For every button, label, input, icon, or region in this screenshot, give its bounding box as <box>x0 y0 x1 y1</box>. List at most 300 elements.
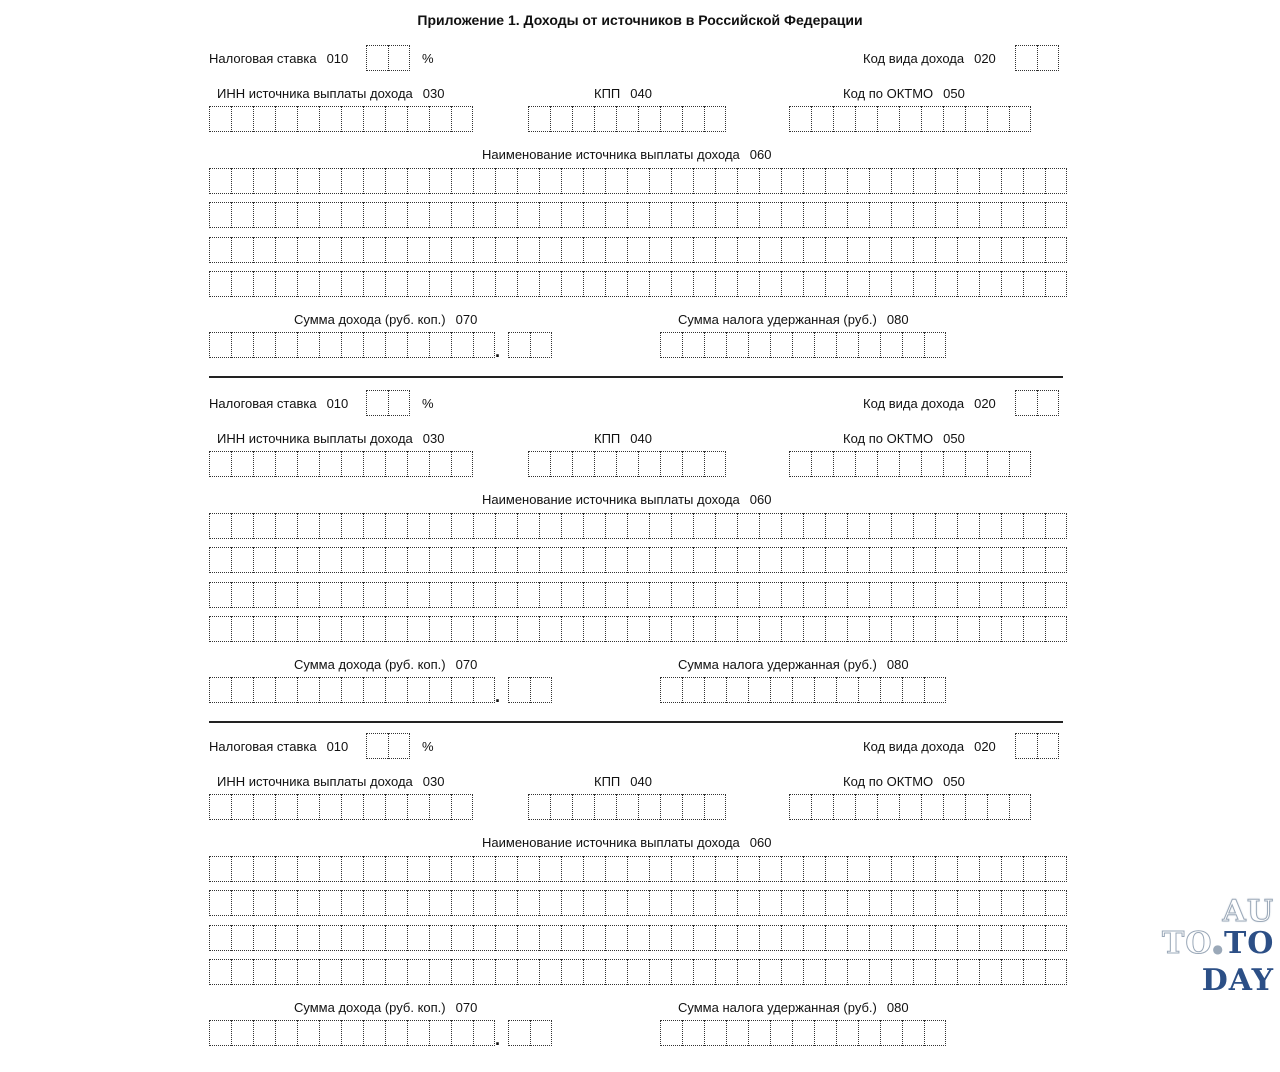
input-cell[interactable] <box>341 451 363 477</box>
input-cell[interactable] <box>605 582 627 608</box>
input-cell[interactable] <box>451 616 473 642</box>
input-cell[interactable] <box>935 925 957 951</box>
kpp-input[interactable] <box>528 106 726 132</box>
input-cell[interactable] <box>803 271 825 297</box>
input-cell[interactable] <box>803 959 825 985</box>
input-cell[interactable] <box>737 168 759 194</box>
input-cell[interactable] <box>627 168 649 194</box>
input-cell[interactable] <box>209 794 231 820</box>
input-cell[interactable] <box>231 106 253 132</box>
source-name-row-2[interactable] <box>209 202 1067 228</box>
input-cell[interactable] <box>877 794 899 820</box>
input-cell[interactable] <box>759 856 781 882</box>
income-sum-rubles-input[interactable] <box>209 677 495 703</box>
input-cell[interactable] <box>495 547 517 573</box>
input-cell[interactable] <box>880 332 902 358</box>
input-cell[interactable] <box>891 616 913 642</box>
input-cell[interactable] <box>561 582 583 608</box>
input-cell[interactable] <box>539 925 561 951</box>
input-cell[interactable] <box>781 582 803 608</box>
input-cell[interactable] <box>1045 237 1067 263</box>
input-cell[interactable] <box>1045 582 1067 608</box>
input-cell[interactable] <box>530 332 552 358</box>
input-cell[interactable] <box>495 237 517 263</box>
input-cell[interactable] <box>583 616 605 642</box>
input-cell[interactable] <box>572 451 594 477</box>
input-cell[interactable] <box>583 582 605 608</box>
input-cell[interactable] <box>407 794 429 820</box>
input-cell[interactable] <box>231 616 253 642</box>
input-cell[interactable] <box>363 451 385 477</box>
input-cell[interactable] <box>682 451 704 477</box>
input-cell[interactable] <box>693 513 715 539</box>
input-cell[interactable] <box>649 547 671 573</box>
input-cell[interactable] <box>704 106 726 132</box>
input-cell[interactable] <box>1023 168 1045 194</box>
tax-rate-input[interactable] <box>366 733 410 759</box>
input-cell[interactable] <box>451 332 473 358</box>
input-cell[interactable] <box>594 451 616 477</box>
input-cell[interactable] <box>495 856 517 882</box>
input-cell[interactable] <box>253 677 275 703</box>
input-cell[interactable] <box>231 271 253 297</box>
input-cell[interactable] <box>803 582 825 608</box>
input-cell[interactable] <box>726 332 748 358</box>
input-cell[interactable] <box>847 582 869 608</box>
input-cell[interactable] <box>825 959 847 985</box>
input-cell[interactable] <box>1045 959 1067 985</box>
input-cell[interactable] <box>759 959 781 985</box>
input-cell[interactable] <box>561 925 583 951</box>
input-cell[interactable] <box>737 925 759 951</box>
input-cell[interactable] <box>781 616 803 642</box>
input-cell[interactable] <box>737 890 759 916</box>
input-cell[interactable] <box>297 202 319 228</box>
input-cell[interactable] <box>341 271 363 297</box>
input-cell[interactable] <box>847 168 869 194</box>
input-cell[interactable] <box>209 168 231 194</box>
inn-input[interactable] <box>209 106 473 132</box>
input-cell[interactable] <box>649 271 671 297</box>
input-cell[interactable] <box>231 1020 253 1046</box>
input-cell[interactable] <box>508 677 530 703</box>
input-cell[interactable] <box>671 513 693 539</box>
input-cell[interactable] <box>275 582 297 608</box>
input-cell[interactable] <box>517 547 539 573</box>
input-cell[interactable] <box>297 168 319 194</box>
input-cell[interactable] <box>407 106 429 132</box>
input-cell[interactable] <box>319 794 341 820</box>
input-cell[interactable] <box>979 168 1001 194</box>
input-cell[interactable] <box>638 794 660 820</box>
input-cell[interactable] <box>847 547 869 573</box>
input-cell[interactable] <box>366 390 388 416</box>
input-cell[interactable] <box>1001 237 1023 263</box>
input-cell[interactable] <box>825 616 847 642</box>
input-cell[interactable] <box>811 451 833 477</box>
input-cell[interactable] <box>451 677 473 703</box>
source-name-row-3[interactable] <box>209 582 1067 608</box>
input-cell[interactable] <box>583 856 605 882</box>
input-cell[interactable] <box>880 1020 902 1046</box>
input-cell[interactable] <box>539 547 561 573</box>
input-cell[interactable] <box>825 237 847 263</box>
input-cell[interactable] <box>935 237 957 263</box>
input-cell[interactable] <box>341 959 363 985</box>
input-cell[interactable] <box>1023 237 1045 263</box>
input-cell[interactable] <box>737 582 759 608</box>
input-cell[interactable] <box>693 582 715 608</box>
input-cell[interactable] <box>275 1020 297 1046</box>
input-cell[interactable] <box>759 202 781 228</box>
input-cell[interactable] <box>495 890 517 916</box>
input-cell[interactable] <box>1045 547 1067 573</box>
input-cell[interactable] <box>517 271 539 297</box>
input-cell[interactable] <box>363 106 385 132</box>
input-cell[interactable] <box>253 451 275 477</box>
input-cell[interactable] <box>902 332 924 358</box>
input-cell[interactable] <box>385 168 407 194</box>
input-cell[interactable] <box>583 513 605 539</box>
input-cell[interactable] <box>858 332 880 358</box>
tax-withheld-input[interactable] <box>660 332 946 358</box>
input-cell[interactable] <box>715 513 737 539</box>
input-cell[interactable] <box>473 925 495 951</box>
input-cell[interactable] <box>781 168 803 194</box>
input-cell[interactable] <box>517 202 539 228</box>
input-cell[interactable] <box>671 959 693 985</box>
input-cell[interactable] <box>715 547 737 573</box>
input-cell[interactable] <box>473 271 495 297</box>
input-cell[interactable] <box>385 582 407 608</box>
oktmo-input[interactable] <box>789 106 1031 132</box>
input-cell[interactable] <box>693 202 715 228</box>
input-cell[interactable] <box>1001 202 1023 228</box>
input-cell[interactable] <box>943 451 965 477</box>
input-cell[interactable] <box>407 332 429 358</box>
input-cell[interactable] <box>825 513 847 539</box>
input-cell[interactable] <box>1045 856 1067 882</box>
income-sum-rubles-input[interactable] <box>209 332 495 358</box>
input-cell[interactable] <box>921 451 943 477</box>
input-cell[interactable] <box>550 794 572 820</box>
input-cell[interactable] <box>1045 513 1067 539</box>
input-cell[interactable] <box>209 1020 231 1046</box>
input-cell[interactable] <box>847 856 869 882</box>
input-cell[interactable] <box>385 332 407 358</box>
input-cell[interactable] <box>913 237 935 263</box>
input-cell[interactable] <box>363 959 385 985</box>
input-cell[interactable] <box>385 677 407 703</box>
income-code-input[interactable] <box>1015 390 1059 416</box>
input-cell[interactable] <box>561 959 583 985</box>
input-cell[interactable] <box>319 168 341 194</box>
input-cell[interactable] <box>407 168 429 194</box>
input-cell[interactable] <box>319 237 341 263</box>
input-cell[interactable] <box>616 451 638 477</box>
input-cell[interactable] <box>366 45 388 71</box>
input-cell[interactable] <box>385 794 407 820</box>
input-cell[interactable] <box>891 890 913 916</box>
input-cell[interactable] <box>913 202 935 228</box>
input-cell[interactable] <box>847 890 869 916</box>
source-name-row-4[interactable] <box>209 271 1067 297</box>
input-cell[interactable] <box>572 106 594 132</box>
input-cell[interactable] <box>253 237 275 263</box>
input-cell[interactable] <box>803 616 825 642</box>
input-cell[interactable] <box>836 677 858 703</box>
input-cell[interactable] <box>1045 168 1067 194</box>
input-cell[interactable] <box>605 925 627 951</box>
input-cell[interactable] <box>660 451 682 477</box>
input-cell[interactable] <box>847 271 869 297</box>
input-cell[interactable] <box>957 890 979 916</box>
input-cell[interactable] <box>253 959 275 985</box>
input-cell[interactable] <box>869 513 891 539</box>
input-cell[interactable] <box>385 513 407 539</box>
input-cell[interactable] <box>913 856 935 882</box>
input-cell[interactable] <box>530 1020 552 1046</box>
input-cell[interactable] <box>957 582 979 608</box>
input-cell[interactable] <box>1045 616 1067 642</box>
input-cell[interactable] <box>253 332 275 358</box>
input-cell[interactable] <box>814 332 836 358</box>
input-cell[interactable] <box>605 513 627 539</box>
input-cell[interactable] <box>341 1020 363 1046</box>
tax-withheld-input[interactable] <box>660 677 946 703</box>
input-cell[interactable] <box>1015 733 1037 759</box>
input-cell[interactable] <box>979 616 1001 642</box>
input-cell[interactable] <box>429 925 451 951</box>
input-cell[interactable] <box>803 513 825 539</box>
input-cell[interactable] <box>979 890 1001 916</box>
input-cell[interactable] <box>671 582 693 608</box>
input-cell[interactable] <box>429 582 451 608</box>
input-cell[interactable] <box>855 106 877 132</box>
input-cell[interactable] <box>682 677 704 703</box>
input-cell[interactable] <box>1023 513 1045 539</box>
input-cell[interactable] <box>319 202 341 228</box>
input-cell[interactable] <box>517 168 539 194</box>
input-cell[interactable] <box>407 925 429 951</box>
input-cell[interactable] <box>803 202 825 228</box>
input-cell[interactable] <box>814 1020 836 1046</box>
input-cell[interactable] <box>1001 271 1023 297</box>
input-cell[interactable] <box>429 959 451 985</box>
input-cell[interactable] <box>319 890 341 916</box>
input-cell[interactable] <box>671 890 693 916</box>
input-cell[interactable] <box>319 271 341 297</box>
input-cell[interactable] <box>385 547 407 573</box>
input-cell[interactable] <box>715 237 737 263</box>
input-cell[interactable] <box>517 237 539 263</box>
input-cell[interactable] <box>1001 856 1023 882</box>
input-cell[interactable] <box>781 237 803 263</box>
input-cell[interactable] <box>737 271 759 297</box>
input-cell[interactable] <box>869 890 891 916</box>
input-cell[interactable] <box>550 106 572 132</box>
input-cell[interactable] <box>660 332 682 358</box>
input-cell[interactable] <box>495 271 517 297</box>
input-cell[interactable] <box>363 202 385 228</box>
input-cell[interactable] <box>253 168 275 194</box>
input-cell[interactable] <box>726 677 748 703</box>
input-cell[interactable] <box>671 168 693 194</box>
income-sum-kopeks-input[interactable] <box>508 677 552 703</box>
input-cell[interactable] <box>891 202 913 228</box>
input-cell[interactable] <box>451 959 473 985</box>
kpp-input[interactable] <box>528 794 726 820</box>
input-cell[interactable] <box>473 890 495 916</box>
input-cell[interactable] <box>231 890 253 916</box>
input-cell[interactable] <box>297 856 319 882</box>
input-cell[interactable] <box>715 959 737 985</box>
input-cell[interactable] <box>388 733 410 759</box>
input-cell[interactable] <box>594 106 616 132</box>
input-cell[interactable] <box>627 925 649 951</box>
input-cell[interactable] <box>561 513 583 539</box>
input-cell[interactable] <box>847 237 869 263</box>
input-cell[interactable] <box>748 1020 770 1046</box>
input-cell[interactable] <box>407 959 429 985</box>
input-cell[interactable] <box>770 1020 792 1046</box>
input-cell[interactable] <box>855 451 877 477</box>
input-cell[interactable] <box>473 237 495 263</box>
input-cell[interactable] <box>209 677 231 703</box>
input-cell[interactable] <box>297 794 319 820</box>
input-cell[interactable] <box>231 794 253 820</box>
input-cell[interactable] <box>1009 106 1031 132</box>
input-cell[interactable] <box>715 168 737 194</box>
input-cell[interactable] <box>913 582 935 608</box>
input-cell[interactable] <box>660 1020 682 1046</box>
input-cell[interactable] <box>682 106 704 132</box>
input-cell[interactable] <box>1015 390 1037 416</box>
input-cell[interactable] <box>319 856 341 882</box>
input-cell[interactable] <box>209 547 231 573</box>
input-cell[interactable] <box>935 547 957 573</box>
input-cell[interactable] <box>869 237 891 263</box>
input-cell[interactable] <box>627 616 649 642</box>
input-cell[interactable] <box>253 794 275 820</box>
input-cell[interactable] <box>366 733 388 759</box>
input-cell[interactable] <box>693 237 715 263</box>
input-cell[interactable] <box>649 616 671 642</box>
input-cell[interactable] <box>1001 168 1023 194</box>
input-cell[interactable] <box>561 616 583 642</box>
input-cell[interactable] <box>1023 202 1045 228</box>
input-cell[interactable] <box>275 106 297 132</box>
input-cell[interactable] <box>297 332 319 358</box>
input-cell[interactable] <box>1023 547 1045 573</box>
input-cell[interactable] <box>550 451 572 477</box>
input-cell[interactable] <box>682 332 704 358</box>
input-cell[interactable] <box>781 513 803 539</box>
input-cell[interactable] <box>341 582 363 608</box>
input-cell[interactable] <box>275 925 297 951</box>
input-cell[interactable] <box>275 890 297 916</box>
input-cell[interactable] <box>341 856 363 882</box>
input-cell[interactable] <box>902 1020 924 1046</box>
input-cell[interactable] <box>341 925 363 951</box>
input-cell[interactable] <box>429 677 451 703</box>
input-cell[interactable] <box>869 959 891 985</box>
input-cell[interactable] <box>759 547 781 573</box>
input-cell[interactable] <box>297 271 319 297</box>
input-cell[interactable] <box>935 959 957 985</box>
input-cell[interactable] <box>1045 890 1067 916</box>
input-cell[interactable] <box>715 582 737 608</box>
input-cell[interactable] <box>231 513 253 539</box>
input-cell[interactable] <box>1001 925 1023 951</box>
source-name-row-3[interactable] <box>209 925 1067 951</box>
input-cell[interactable] <box>319 513 341 539</box>
input-cell[interactable] <box>561 890 583 916</box>
input-cell[interactable] <box>297 547 319 573</box>
input-cell[interactable] <box>704 794 726 820</box>
input-cell[interactable] <box>987 451 1009 477</box>
input-cell[interactable] <box>385 616 407 642</box>
input-cell[interactable] <box>473 856 495 882</box>
input-cell[interactable] <box>781 925 803 951</box>
input-cell[interactable] <box>451 168 473 194</box>
input-cell[interactable] <box>561 168 583 194</box>
oktmo-input[interactable] <box>789 794 1031 820</box>
input-cell[interactable] <box>1009 451 1031 477</box>
input-cell[interactable] <box>759 237 781 263</box>
inn-input[interactable] <box>209 451 473 477</box>
input-cell[interactable] <box>1001 513 1023 539</box>
input-cell[interactable] <box>275 513 297 539</box>
input-cell[interactable] <box>671 547 693 573</box>
input-cell[interactable] <box>979 925 1001 951</box>
input-cell[interactable] <box>869 271 891 297</box>
input-cell[interactable] <box>297 616 319 642</box>
input-cell[interactable] <box>627 513 649 539</box>
input-cell[interactable] <box>803 168 825 194</box>
input-cell[interactable] <box>987 106 1009 132</box>
input-cell[interactable] <box>319 677 341 703</box>
input-cell[interactable] <box>583 237 605 263</box>
input-cell[interactable] <box>253 925 275 951</box>
input-cell[interactable] <box>957 237 979 263</box>
input-cell[interactable] <box>539 959 561 985</box>
input-cell[interactable] <box>341 237 363 263</box>
input-cell[interactable] <box>693 890 715 916</box>
input-cell[interactable] <box>363 582 385 608</box>
input-cell[interactable] <box>561 547 583 573</box>
input-cell[interactable] <box>671 237 693 263</box>
input-cell[interactable] <box>671 856 693 882</box>
input-cell[interactable] <box>737 616 759 642</box>
input-cell[interactable] <box>363 925 385 951</box>
input-cell[interactable] <box>759 616 781 642</box>
input-cell[interactable] <box>748 332 770 358</box>
input-cell[interactable] <box>473 513 495 539</box>
input-cell[interactable] <box>1001 959 1023 985</box>
input-cell[interactable] <box>935 890 957 916</box>
input-cell[interactable] <box>363 677 385 703</box>
input-cell[interactable] <box>253 513 275 539</box>
input-cell[interactable] <box>627 890 649 916</box>
input-cell[interactable] <box>836 332 858 358</box>
input-cell[interactable] <box>539 168 561 194</box>
input-cell[interactable] <box>789 451 811 477</box>
input-cell[interactable] <box>891 237 913 263</box>
input-cell[interactable] <box>715 271 737 297</box>
input-cell[interactable] <box>921 106 943 132</box>
input-cell[interactable] <box>957 168 979 194</box>
